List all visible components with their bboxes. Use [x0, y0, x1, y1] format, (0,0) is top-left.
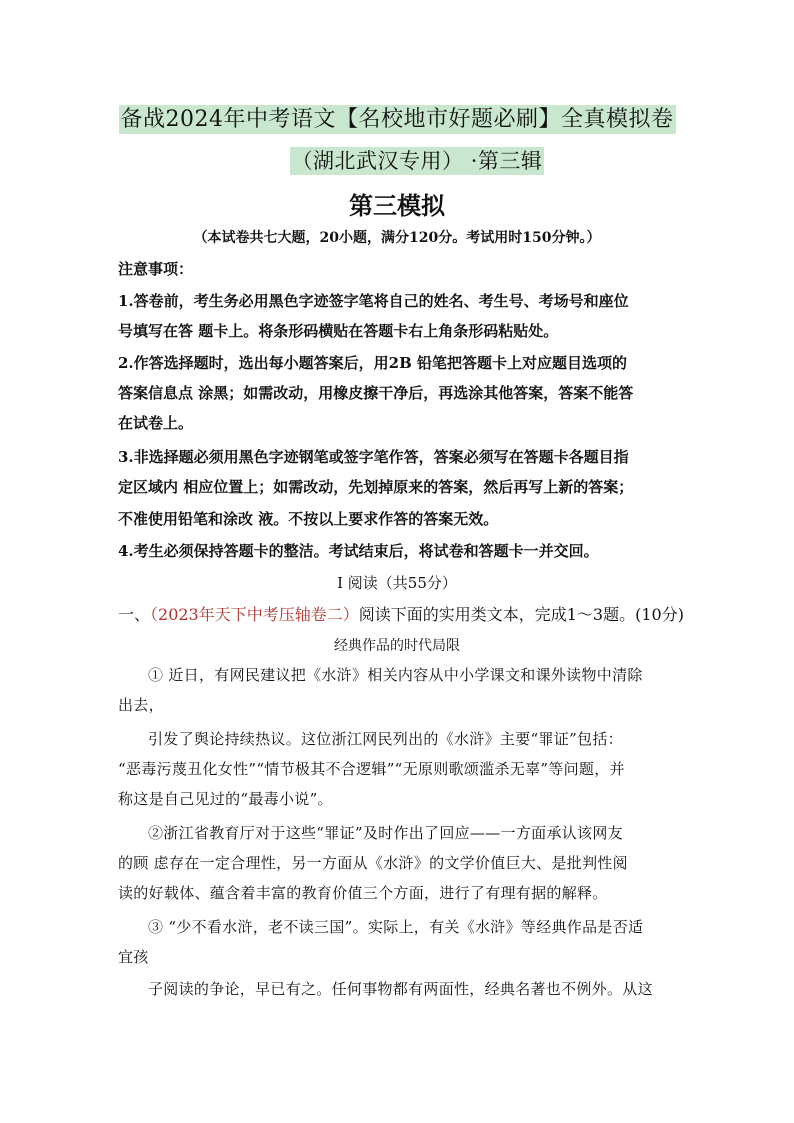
notice-line: 1.答卷前，考生务必用黑色字迹签字笔将自己的姓名、考生号、考场号和座位 — [118, 292, 629, 310]
article-line: ②浙江省教育厅对于这些“罪证”及时作出了回应——一方面承认该网友 — [148, 824, 623, 842]
article-line: 的顾 虑存在一定合理性，另一方面从《水浒》的文学价值巨大、是批判性阅 — [118, 854, 628, 872]
section-title: Ⅰ 阅读（共55分） — [337, 574, 457, 592]
article-line: ① 近日，有网民建议把《水浒》相关内容从中小学课文和课外读物中清除 — [148, 666, 643, 684]
notice-line: 不准使用铅笔和涂改 液。不按以上要求作答的答案无效。 — [118, 510, 499, 528]
notice-line: 4.考生必须保持答题卡的整洁。考试结束后，将试卷和答题卡一并交回。 — [118, 542, 599, 560]
notice-line: 在试卷上。 — [118, 414, 194, 432]
notice-label: 注意事项： — [118, 260, 194, 278]
article-line: 称这是自己见过的“最毒小说”。 — [118, 790, 333, 808]
title-highlight-1: 备战2024年中考语文【名校地市好题必刷】全真模拟卷 — [120, 107, 674, 132]
exam-note: （本试卷共七大题，20小题，满分120分。考试用时150分钟。） — [193, 230, 601, 246]
article-title: 经典作品的时代局限 — [334, 638, 460, 654]
article-line: ③ “少不看水浒，老不读三国”。实际上，有关《水浒》等经典作品是否适 — [148, 918, 644, 936]
title-highlight-2: （湖北武汉专用） ·第三辑 — [291, 149, 543, 173]
question-1-heading — [118, 602, 684, 625]
page-heading: 第三模拟 — [349, 192, 445, 220]
article-line: 引发了舆论持续热议。这位浙江网民列出的《水浒》主要“罪证”包括： — [148, 730, 623, 748]
question-instruction: 阅读下面的实用类文本，完成1～3题。(10分) — [358, 605, 684, 624]
article-line: 子阅读的争论，早已有之。任何事物都有两面性，经典名著也不例外。从这 — [148, 980, 653, 998]
question-source: （2023年天下中考压轴卷二） — [150, 605, 359, 624]
notice-line: 2.作答选择题时，选出每小题答案后，用2B 铅笔把答题卡上对应题目选项的 — [118, 354, 627, 372]
article-line: “恶毒污蔑丑化女性”“情节极其不合逻辑”“无原则歌颂滥杀无辜”等问题，并 — [118, 760, 625, 778]
article-line: 出去， — [118, 696, 164, 714]
question-number: 一、 — [118, 605, 151, 624]
notice-line: 答案信息点 涂黑；如需改动，用橡皮擦干净后，再选涂其他答案，答案不能答 — [118, 384, 634, 402]
notice-line: 号填写在答 题卡上。将条形码横贴在答题卡右上角条形码粘贴处。 — [118, 322, 559, 340]
notice-line: 3.非选择题必须用黑色字迹钢笔或签字笔作答，答案必须写在答题卡各题目指 — [118, 448, 629, 466]
article-line: 读的好载体、蕴含着丰富的教育价值三个方面，进行了有理有据的解释。 — [118, 884, 608, 902]
article-line: 宜孩 — [118, 948, 149, 966]
title-line-2 — [20, 145, 794, 177]
title-line-1 — [0, 104, 794, 136]
notice-line: 定区域内 相应位置上；如需改动，先划掉原来的答案，然后再写上新的答案； — [118, 478, 634, 496]
